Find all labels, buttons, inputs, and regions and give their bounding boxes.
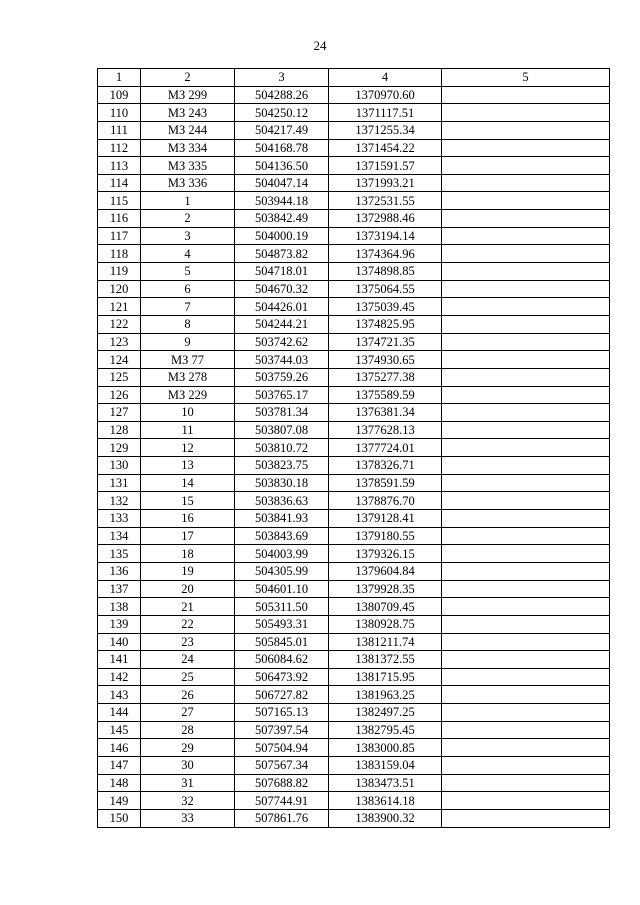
table-row: [98, 157, 610, 175]
table-cell: 503841.93: [235, 510, 329, 528]
table-cell: [442, 756, 610, 774]
table-row: [98, 474, 610, 492]
table-row: [98, 457, 610, 475]
table-cell: 145: [98, 721, 141, 739]
table-cell: 1379128.41: [329, 510, 442, 528]
table-cell: 11: [141, 421, 235, 439]
table-cell: 24: [141, 651, 235, 669]
table-cell: 1377628.13: [329, 421, 442, 439]
table-cell: 505493.31: [235, 615, 329, 633]
table-cell: 1380709.45: [329, 598, 442, 616]
table-cell: 503810.72: [235, 439, 329, 457]
table-cell: 140: [98, 633, 141, 651]
table-cell: [442, 298, 610, 316]
column-header: 4: [329, 69, 442, 87]
table-cell: 118: [98, 245, 141, 263]
table-cell: 126: [98, 386, 141, 404]
table-cell: 12: [141, 439, 235, 457]
table-cell: 1371255.34: [329, 121, 442, 139]
table-cell: 1382497.25: [329, 704, 442, 722]
table-cell: [442, 792, 610, 810]
table-cell: 109: [98, 86, 141, 104]
table-cell: [442, 545, 610, 563]
table-cell: 1374825.95: [329, 315, 442, 333]
table-cell: 132: [98, 492, 141, 510]
table-cell: [442, 404, 610, 422]
table-row: [98, 668, 610, 686]
table-cell: 6: [141, 280, 235, 298]
table-cell: 504873.82: [235, 245, 329, 263]
table-cell: 1375039.45: [329, 298, 442, 316]
table-row: [98, 404, 610, 422]
table-row: [98, 615, 610, 633]
table-cell: [442, 580, 610, 598]
table-cell: [442, 704, 610, 722]
column-header: 1: [98, 69, 141, 87]
table-cell: 18: [141, 545, 235, 563]
table-cell: 507504.94: [235, 739, 329, 757]
table-row: [98, 210, 610, 228]
table-cell: 139: [98, 615, 141, 633]
table-cell: 148: [98, 774, 141, 792]
table-cell: 25: [141, 668, 235, 686]
table-cell: 503759.26: [235, 368, 329, 386]
table-cell: 1380928.75: [329, 615, 442, 633]
table-row: [98, 104, 610, 122]
table-row: [98, 139, 610, 157]
table-cell: 113: [98, 157, 141, 175]
table-cell: 33: [141, 809, 235, 827]
table-cell: 121: [98, 298, 141, 316]
table-row: [98, 651, 610, 669]
table-row: [98, 774, 610, 792]
table-cell: 3: [141, 227, 235, 245]
table-cell: 30: [141, 756, 235, 774]
table-cell: 146: [98, 739, 141, 757]
table-cell: 144: [98, 704, 141, 722]
table-cell: [442, 721, 610, 739]
table-cell: 16: [141, 510, 235, 528]
table-cell: МЗ 229: [141, 386, 235, 404]
table-cell: 5: [141, 263, 235, 281]
table-cell: 1375277.38: [329, 368, 442, 386]
table-cell: 128: [98, 421, 141, 439]
table-cell: 137: [98, 580, 141, 598]
table-row: [98, 174, 610, 192]
table-cell: [442, 651, 610, 669]
table-cell: 116: [98, 210, 141, 228]
table-cell: 149: [98, 792, 141, 810]
table-cell: 28: [141, 721, 235, 739]
table-cell: 503944.18: [235, 192, 329, 210]
table-cell: 8: [141, 315, 235, 333]
table-row: [98, 351, 610, 369]
table-cell: 122: [98, 315, 141, 333]
table-row: [98, 545, 610, 563]
table-cell: 131: [98, 474, 141, 492]
table-cell: 1378591.59: [329, 474, 442, 492]
column-header: 2: [141, 69, 235, 87]
table-cell: 1379180.55: [329, 527, 442, 545]
table-cell: 20: [141, 580, 235, 598]
table-cell: 26: [141, 686, 235, 704]
table-cell: 504250.12: [235, 104, 329, 122]
table-cell: 503807.08: [235, 421, 329, 439]
table-cell: [442, 210, 610, 228]
table-cell: 504601.10: [235, 580, 329, 598]
table-cell: 136: [98, 562, 141, 580]
table-cell: [442, 439, 610, 457]
table-row: [98, 704, 610, 722]
table-cell: 1373194.14: [329, 227, 442, 245]
table-cell: [442, 227, 610, 245]
table-cell: 134: [98, 527, 141, 545]
table-cell: 138: [98, 598, 141, 616]
table-cell: 503742.62: [235, 333, 329, 351]
table-cell: [442, 421, 610, 439]
table-cell: 506727.82: [235, 686, 329, 704]
table-cell: 120: [98, 280, 141, 298]
table-cell: [442, 280, 610, 298]
table-cell: 27: [141, 704, 235, 722]
table-cell: [442, 245, 610, 263]
table-row: [98, 386, 610, 404]
table-cell: 124: [98, 351, 141, 369]
table-cell: МЗ 299: [141, 86, 235, 104]
table-cell: 1374721.35: [329, 333, 442, 351]
table-cell: 32: [141, 792, 235, 810]
table-cell: 1379928.35: [329, 580, 442, 598]
table-cell: 1374364.96: [329, 245, 442, 263]
table-cell: [442, 86, 610, 104]
table-cell: 127: [98, 404, 141, 422]
table-cell: 1371993.21: [329, 174, 442, 192]
table-cell: 13: [141, 457, 235, 475]
table-cell: 506473.92: [235, 668, 329, 686]
table-cell: 503823.75: [235, 457, 329, 475]
table-cell: 1370970.60: [329, 86, 442, 104]
table-cell: 1378876.70: [329, 492, 442, 510]
table-cell: 10: [141, 404, 235, 422]
table-cell: 19: [141, 562, 235, 580]
table-row: [98, 192, 610, 210]
table-cell: [442, 474, 610, 492]
table-cell: 110: [98, 104, 141, 122]
table-cell: 135: [98, 545, 141, 563]
table-cell: МЗ 77: [141, 351, 235, 369]
table-cell: 123: [98, 333, 141, 351]
coordinates-table: [97, 68, 610, 828]
table-cell: 504244.21: [235, 315, 329, 333]
table-row: [98, 121, 610, 139]
table-cell: 504305.99: [235, 562, 329, 580]
table-cell: [442, 633, 610, 651]
table-cell: 1375064.55: [329, 280, 442, 298]
table-cell: 507744.91: [235, 792, 329, 810]
table-cell: МЗ 334: [141, 139, 235, 157]
table-cell: [442, 315, 610, 333]
table-cell: [442, 510, 610, 528]
table-row: [98, 280, 610, 298]
table-cell: 142: [98, 668, 141, 686]
table-cell: 2: [141, 210, 235, 228]
page-number: 24: [313, 38, 327, 53]
table-cell: 1371117.51: [329, 104, 442, 122]
table-cell: 503843.69: [235, 527, 329, 545]
table-cell: 1379604.84: [329, 562, 442, 580]
table-row: [98, 792, 610, 810]
table-cell: 9: [141, 333, 235, 351]
table-cell: 506084.62: [235, 651, 329, 669]
table-cell: [442, 139, 610, 157]
table-row: [98, 227, 610, 245]
table-cell: 1374898.85: [329, 263, 442, 281]
table-row: [98, 245, 610, 263]
table-cell: 504136.50: [235, 157, 329, 175]
table-row: [98, 686, 610, 704]
table-row: [98, 562, 610, 580]
table-cell: 1371591.57: [329, 157, 442, 175]
table-cell: 21: [141, 598, 235, 616]
table-cell: 1383159.04: [329, 756, 442, 774]
table-cell: 503842.49: [235, 210, 329, 228]
table-cell: 31: [141, 774, 235, 792]
table-row: [98, 421, 610, 439]
table-row: [98, 315, 610, 333]
table-cell: 503836.63: [235, 492, 329, 510]
table-cell: МЗ 336: [141, 174, 235, 192]
table-cell: 504426.01: [235, 298, 329, 316]
table-cell: 15: [141, 492, 235, 510]
table-row: [98, 739, 610, 757]
table-cell: МЗ 278: [141, 368, 235, 386]
table-cell: 112: [98, 139, 141, 157]
table-cell: 507688.82: [235, 774, 329, 792]
table-cell: 7: [141, 298, 235, 316]
table-cell: [442, 774, 610, 792]
table-cell: 503781.34: [235, 404, 329, 422]
table-row: [98, 809, 610, 827]
table-row: [98, 580, 610, 598]
column-header: 3: [235, 69, 329, 87]
table-cell: 130: [98, 457, 141, 475]
table-cell: МЗ 243: [141, 104, 235, 122]
table-cell: МЗ 335: [141, 157, 235, 175]
table-cell: [442, 686, 610, 704]
table-cell: 504718.01: [235, 263, 329, 281]
table-cell: 114: [98, 174, 141, 192]
table-cell: 1375589.59: [329, 386, 442, 404]
table-cell: 133: [98, 510, 141, 528]
column-header: 5: [442, 69, 610, 87]
table-cell: [442, 263, 610, 281]
table-cell: 117: [98, 227, 141, 245]
table-cell: 141: [98, 651, 141, 669]
table-cell: 14: [141, 474, 235, 492]
table-cell: 504288.26: [235, 86, 329, 104]
table-cell: 504047.14: [235, 174, 329, 192]
table-cell: 1383473.51: [329, 774, 442, 792]
table-cell: 507567.34: [235, 756, 329, 774]
table-cell: 17: [141, 527, 235, 545]
table-cell: 1383614.18: [329, 792, 442, 810]
table-cell: [442, 121, 610, 139]
table-cell: 119: [98, 263, 141, 281]
table-cell: 507397.54: [235, 721, 329, 739]
table-row: [98, 527, 610, 545]
table-cell: 1383000.85: [329, 739, 442, 757]
table-row: [98, 598, 610, 616]
table-cell: [442, 562, 610, 580]
table-row: [98, 333, 610, 351]
table-cell: МЗ 244: [141, 121, 235, 139]
table-cell: 1381372.55: [329, 651, 442, 669]
table-row: [98, 633, 610, 651]
table-cell: 29: [141, 739, 235, 757]
table-cell: 1382795.45: [329, 721, 442, 739]
table-cell: 150: [98, 809, 141, 827]
table-cell: 1: [141, 192, 235, 210]
table-row: [98, 298, 610, 316]
table-cell: 22: [141, 615, 235, 633]
table-body: [98, 86, 610, 827]
table-cell: 1379326.15: [329, 545, 442, 563]
table-row: [98, 368, 610, 386]
table-cell: 4: [141, 245, 235, 263]
table-cell: 129: [98, 439, 141, 457]
table-cell: [442, 615, 610, 633]
table-cell: 504000.19: [235, 227, 329, 245]
table-cell: 1381715.95: [329, 668, 442, 686]
table-cell: 504003.99: [235, 545, 329, 563]
table-cell: [442, 104, 610, 122]
table-row: [98, 510, 610, 528]
table-cell: 23: [141, 633, 235, 651]
table-cell: 504670.32: [235, 280, 329, 298]
table-cell: 125: [98, 368, 141, 386]
table-cell: 1381211.74: [329, 633, 442, 651]
table-cell: [442, 192, 610, 210]
table-cell: [442, 739, 610, 757]
table-cell: 507861.76: [235, 809, 329, 827]
table-cell: [442, 598, 610, 616]
table-cell: 147: [98, 756, 141, 774]
table-cell: 1377724.01: [329, 439, 442, 457]
table-row: [98, 263, 610, 281]
table-cell: 1376381.34: [329, 404, 442, 422]
table-cell: [442, 457, 610, 475]
table-row: [98, 721, 610, 739]
table-cell: 504217.49: [235, 121, 329, 139]
table-cell: 115: [98, 192, 141, 210]
table-cell: 503830.18: [235, 474, 329, 492]
table-header-row: [98, 69, 610, 87]
table-cell: 1374930.65: [329, 351, 442, 369]
table-cell: [442, 668, 610, 686]
table-row: [98, 439, 610, 457]
table-cell: 143: [98, 686, 141, 704]
table-cell: 1383900.32: [329, 809, 442, 827]
table-cell: [442, 809, 610, 827]
table-cell: [442, 174, 610, 192]
table-cell: 503765.17: [235, 386, 329, 404]
table-cell: 507165.13: [235, 704, 329, 722]
table-row: [98, 756, 610, 774]
table-cell: 111: [98, 121, 141, 139]
table-cell: 1381963.25: [329, 686, 442, 704]
table-cell: 504168.78: [235, 139, 329, 157]
table-cell: [442, 368, 610, 386]
table-cell: [442, 351, 610, 369]
table-cell: 505311.50: [235, 598, 329, 616]
table-cell: [442, 157, 610, 175]
table-cell: 505845.01: [235, 633, 329, 651]
table-row: [98, 492, 610, 510]
table-cell: 1372531.55: [329, 192, 442, 210]
table-cell: [442, 527, 610, 545]
table-cell: 1371454.22: [329, 139, 442, 157]
table-cell: [442, 333, 610, 351]
table-cell: 1372988.46: [329, 210, 442, 228]
table-cell: [442, 386, 610, 404]
table-cell: [442, 492, 610, 510]
table-cell: 503744.03: [235, 351, 329, 369]
table-cell: 1378326.71: [329, 457, 442, 475]
table-row: [98, 86, 610, 104]
